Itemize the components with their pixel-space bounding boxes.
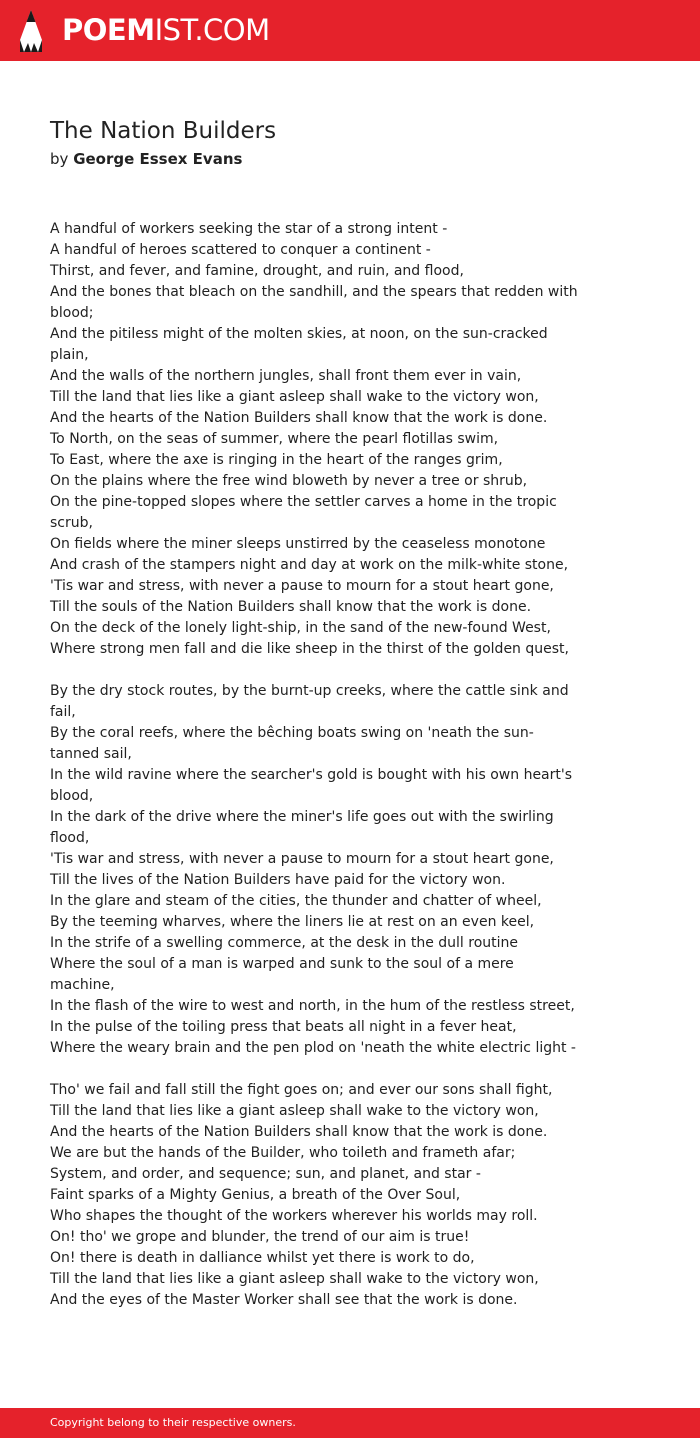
poem-line: A handful of workers seeking the star of a strong intent - [50, 221, 448, 237]
copyright-text: Copyright belong to their respective owners. [50, 1416, 296, 1429]
poem-line: Where the weary brain and the pen plod on 'neath the white electric light - [50, 1040, 576, 1056]
poem-line: On! tho' we grope and blunder, the trend of our aim is true! [50, 1229, 470, 1245]
logo-light-text: IST.COM [154, 13, 270, 47]
poem-line: Where the soul of a man is warped and sunk to the soul of a mere machine, [50, 956, 514, 993]
poem-line: In the glare and steam of the cities, the thunder and chatter of wheel, [50, 893, 542, 909]
poem-line: Faint sparks of a Mighty Genius, a breath of the Over Soul, [50, 1187, 461, 1203]
poem-line: And the bones that bleach on the sandhill, and the spears that redden with blood; [50, 284, 578, 321]
poem-line: In the wild ravine where the searcher's gold is bought with his own heart's blood, [50, 767, 573, 804]
poem-line: And the pitiless might of the molten skies, at noon, on the sun-cracked plain, [50, 326, 548, 363]
logo-bold-text: POEM [62, 13, 155, 47]
poem-line: To North, on the seas of summer, where the pearl flotillas swim, [50, 431, 499, 447]
poem-stanza [50, 681, 580, 1059]
poem-line: On the plains where the free wind bloweth by never a tree or shrub, [50, 473, 528, 489]
pencil-tip-icon[interactable] [18, 10, 44, 52]
poem-line: By the dry stock routes, by the burnt-up creeks, where the cattle sink and fail, [50, 683, 569, 720]
poem-line: Thirst, and fever, and famine, drought, and ruin, and flood, [50, 263, 464, 279]
poem-line: On the pine-topped slopes where the settler carves a home in the tropic scrub, [50, 494, 557, 531]
poem-line: On! there is death in dalliance whilst yet there is work to do, [50, 1250, 475, 1266]
poem-line: Who shapes the thought of the workers wherever his worlds may roll. [50, 1208, 538, 1224]
poem-line: And the hearts of the Nation Builders shall know that the work is done. [50, 410, 548, 426]
poem-line: Till the lives of the Nation Builders have paid for the victory won. [50, 872, 506, 888]
poem-line: A handful of heroes scattered to conquer a continent - [50, 242, 431, 258]
poem-line: Till the souls of the Nation Builders shall know that the work is done. [50, 599, 532, 615]
poem-line: We are but the hands of the Builder, who toileth and frameth afar; [50, 1145, 516, 1161]
poem-line: In the pulse of the toiling press that beats all night in a fever heat, [50, 1019, 517, 1035]
poem-title: The Nation Builders [50, 118, 277, 144]
site-logo[interactable] [62, 12, 270, 48]
poem-line: In the dark of the drive where the miner's life goes out with the swirling flood, [50, 809, 554, 846]
poem-line: Till the land that lies like a giant asleep shall wake to the victory won, [50, 1271, 539, 1287]
poem-line: To East, where the axe is ringing in the heart of the ranges grim, [50, 452, 503, 468]
poem-stanza [50, 1080, 580, 1311]
poem-line: Where strong men fall and die like sheep in the thirst of the golden quest, [50, 641, 569, 657]
poem-line: And the hearts of the Nation Builders shall know that the work is done. [50, 1124, 548, 1140]
poem-body [50, 219, 580, 1332]
poem-line: Till the land that lies like a giant asleep shall wake to the victory won, [50, 1103, 539, 1119]
byline [50, 149, 242, 169]
poem-line: On fields where the miner sleeps unstirred by the ceaseless monotone [50, 536, 546, 552]
poem-line: 'Tis war and stress, with never a pause to mourn for a stout heart gone, [50, 578, 554, 594]
poem-line: And the walls of the northern jungles, shall front them ever in vain, [50, 368, 522, 384]
poem-line: Till the land that lies like a giant asleep shall wake to the victory won, [50, 389, 539, 405]
poem-line: System, and order, and sequence; sun, and planet, and star - [50, 1166, 481, 1182]
by-label: by [50, 150, 69, 168]
site-footer [0, 1408, 700, 1438]
poem-line: In the strife of a swelling commerce, at the desk in the dull routine [50, 935, 518, 951]
poem-line: And the eyes of the Master Worker shall see that the work is done. [50, 1292, 518, 1308]
poem-line: And crash of the stampers night and day at work on the milk-white stone, [50, 557, 569, 573]
author-link[interactable]: George Essex Evans [73, 150, 243, 168]
poem-line: By the teeming wharves, where the liners lie at rest on an even keel, [50, 914, 535, 930]
site-header [0, 0, 700, 61]
poem-line: In the flash of the wire to west and north, in the hum of the restless street, [50, 998, 575, 1014]
poem-line: By the coral reefs, where the bêching boats swing on 'neath the sun-tanned sail, [50, 725, 534, 762]
poem-line: Tho' we fail and fall still the fight goes on; and ever our sons shall fight, [50, 1082, 553, 1098]
poem-line: 'Tis war and stress, with never a pause to mourn for a stout heart gone, [50, 851, 554, 867]
poem-line: On the deck of the lonely light-ship, in the sand of the new-found West, [50, 620, 551, 636]
poem-stanza [50, 219, 580, 660]
